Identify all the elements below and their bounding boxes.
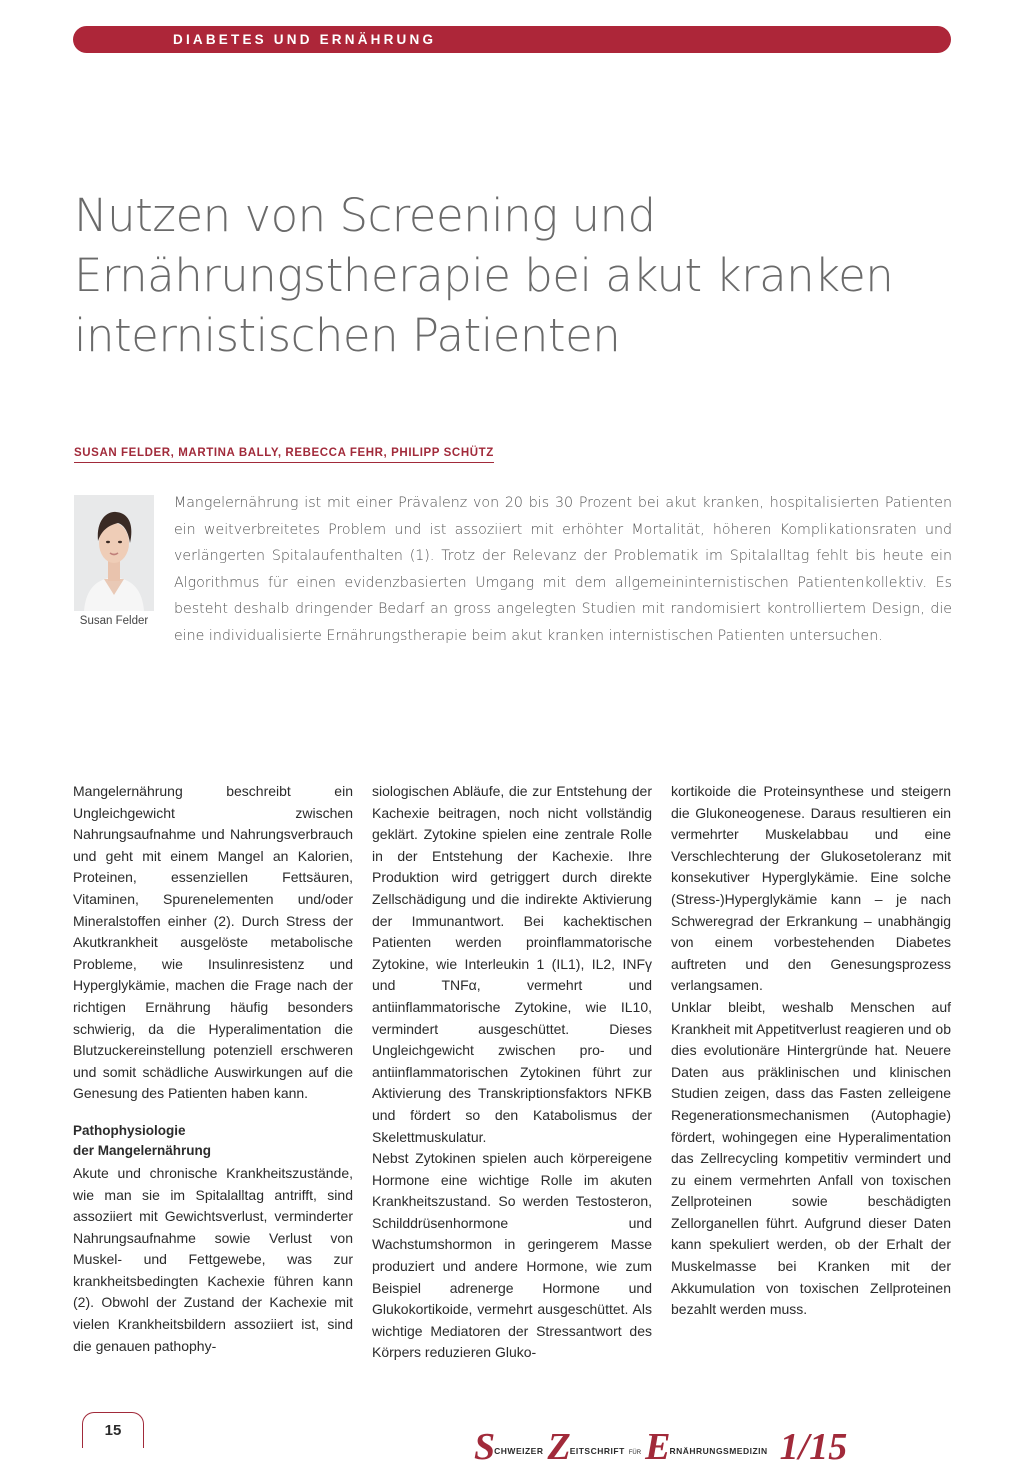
heading-line-1: Pathophysiologie (73, 1122, 186, 1138)
title-line-3: internistischen Patienten (74, 309, 621, 362)
title-line-2: Ernährungstherapie bei akut kranken (74, 249, 894, 302)
heading-line-2: der Mangelernährung (73, 1142, 212, 1158)
logo-letter-z: Z (547, 1426, 570, 1468)
author-list: SUSAN FELDER, MARTINA BALLY, REBECCA FEHR, PHILIPP SCHÜTZ (74, 447, 494, 463)
photo-caption: Susan Felder (79, 615, 149, 627)
section-banner (73, 26, 951, 53)
portrait-image (74, 495, 154, 611)
paragraph: Unklar bleibt, weshalb Menschen auf Krankheit mit Appetitverlust reagieren und ob dies evolutionäre Hintergründe hat. Neuere Daten aus präklinischen und klinischen Studien zeigen, dass das Fasten zelleigene Regenerationsmechanismen (Autophagie) fördert, wohingegen eine Hyperalimentation das Zellrecycling kompetitiv vermindert und zu einem vermehrten Anfall von toxischen Zellproteinen sowie beschädigten Zellorganellen führt. Aufgrund dieser Daten kann spekuliert werden, ob der Erhalt der Muskelmasse bei Kranken mit der Akkumulation von toxischen Zellproteinen bezahlt werden muss. (671, 998, 951, 1318)
paragraph: Nebst Zytokinen spielen auch körpereigene Hormone eine wichtige Rolle im akuten Krankheitszustand. So werden Testosteron, Schilddrüsenhormone und Wachstumshormon in geringerem Masse produziert und andere Hormone, wie zum Beispiel adrenerge Hormone und Glukokortikoide, vermehrt ausgeschüttet. Als wichtige Mediatoren der Stressantwort des Körpers reduzieren Gluko- (372, 1150, 652, 1361)
logo-letter-e: E (645, 1426, 670, 1468)
journal-logo (474, 1425, 848, 1468)
logo-word-3: RNÄHRUNGSMEDIZIN (669, 1446, 768, 1456)
paragraph: kortikoide die Proteinsynthese und steigern die Glukoneogenese. Daraus resultieren ein vermehrter Muskelabbau und eine Verschlechterung der Glukosetoleranz mit konsekutiver Hyperglykämie. Eine solche (Stress-)Hyperglykämie kann – je nach Schweregrad der Erkrankung – unabhängig von einem vorbestehenden Diabetes auftreten und den Genesungsprozess verlangsamen. (671, 783, 951, 994)
body-column-2 (372, 781, 652, 1364)
logo-word-fuer: FÜR (628, 1450, 642, 1456)
author-photo (74, 495, 154, 611)
logo-word-1: CHWEIZER (494, 1446, 544, 1456)
article-title (74, 186, 974, 366)
section-heading (73, 1121, 353, 1161)
logo-letter-s: S (474, 1426, 495, 1468)
logo-word-2: EITSCHRIFT (569, 1446, 625, 1456)
body-column-3 (671, 781, 951, 1321)
title-line-1: Nutzen von Screening und (74, 189, 656, 242)
page-number: 15 (82, 1412, 144, 1448)
section-label: DIABETES UND ERNÄHRUNG (173, 32, 437, 47)
paragraph: Mangelernährung beschreibt ein Ungleichgewicht zwischen Nahrungsaufnahme und Nahrungsverbrauch und geht mit einem Mangel an Kalorien, Proteinen, essenziellen Fettsäuren, Vitaminen, Spurenelementen und/oder Mineralstoffen einher (2). Durch Stress der Akutkrankheit ausgelöste metabolische Probleme, wie Insulinresistenz und Hyperglykämie, machen die Frage nach der richtigen Ernährung häufig besonders schwierig, da die Hyperalimentation die Blutzuckereinstellung potenziell erschweren und somit schädliche Auswirkungen auf die Genesung des Patienten haben kann. (73, 783, 353, 1102)
body-column-1 (73, 781, 353, 1357)
paragraph: Akute und chronische Krankheitszustände, wie man sie im Spitalalltag antrifft, sind assoziiert mit Gewichtsverlust, verminderter Nahrungsaufnahme sowie Verlust von Muskel- und Fettgewebe, was zur krankheitsbedingten Kachexie führen kann (2). Obwohl der Zustand der Kachexie mit vielen Krankheitsbildern assoziiert ist, sind die genauen pathophy- (73, 1164, 353, 1354)
paragraph: siologischen Abläufe, die zur Entstehung der Kachexie beitragen, noch nicht vollständig geklärt. Zytokine spielen eine zentrale Rolle in der Entstehung der Kachexie. Ihre Produktion wird getriggert durch direkte Zellschädigung und die indirekte Aktivierung der Immunantwort. Bei kachektischen Patienten werden proinflammatorische Zytokine, wie Interleukin 1 (IL1), IL2, INFγ und TNFα, vermehrt und antiinflammatorische Zytokine, wie IL10, vermindert ausgeschüttet. Dieses Ungleichgewicht zwischen pro- und antiinflammatorischen Zytokinen führt zur Aktivierung des Transkriptionsfaktors NFKB und fördert so den Katabolismus der Skelettmuskulatur. (372, 783, 652, 1145)
issue-number: 1/15 (779, 1426, 848, 1468)
abstract: Mangelernährung ist mit einer Prävalenz von 20 bis 30 Prozent bei akut kranken, hospitalisierten Patienten ein weitverbreitetes Problem und ist assoziiert mit erhöhter Mortalität, höheren Komplikationsraten und verlängerten Spitalaufenthalten (1). Trotz der Relevanz der Problematik im Spitalalltag fehlt bis heute ein Algorithmus für einen evidenzbasierten Umgang mit dem allgemeininternistischen Patientenkollektiv. Es besteht deshalb dringender Bedarf an gross angelegten Studien mit randomisiert kontrolliertem Design, die eine individualisierte Ernährungstherapie beim akut kranken internistischen Patienten untersuchen. (174, 495, 952, 644)
